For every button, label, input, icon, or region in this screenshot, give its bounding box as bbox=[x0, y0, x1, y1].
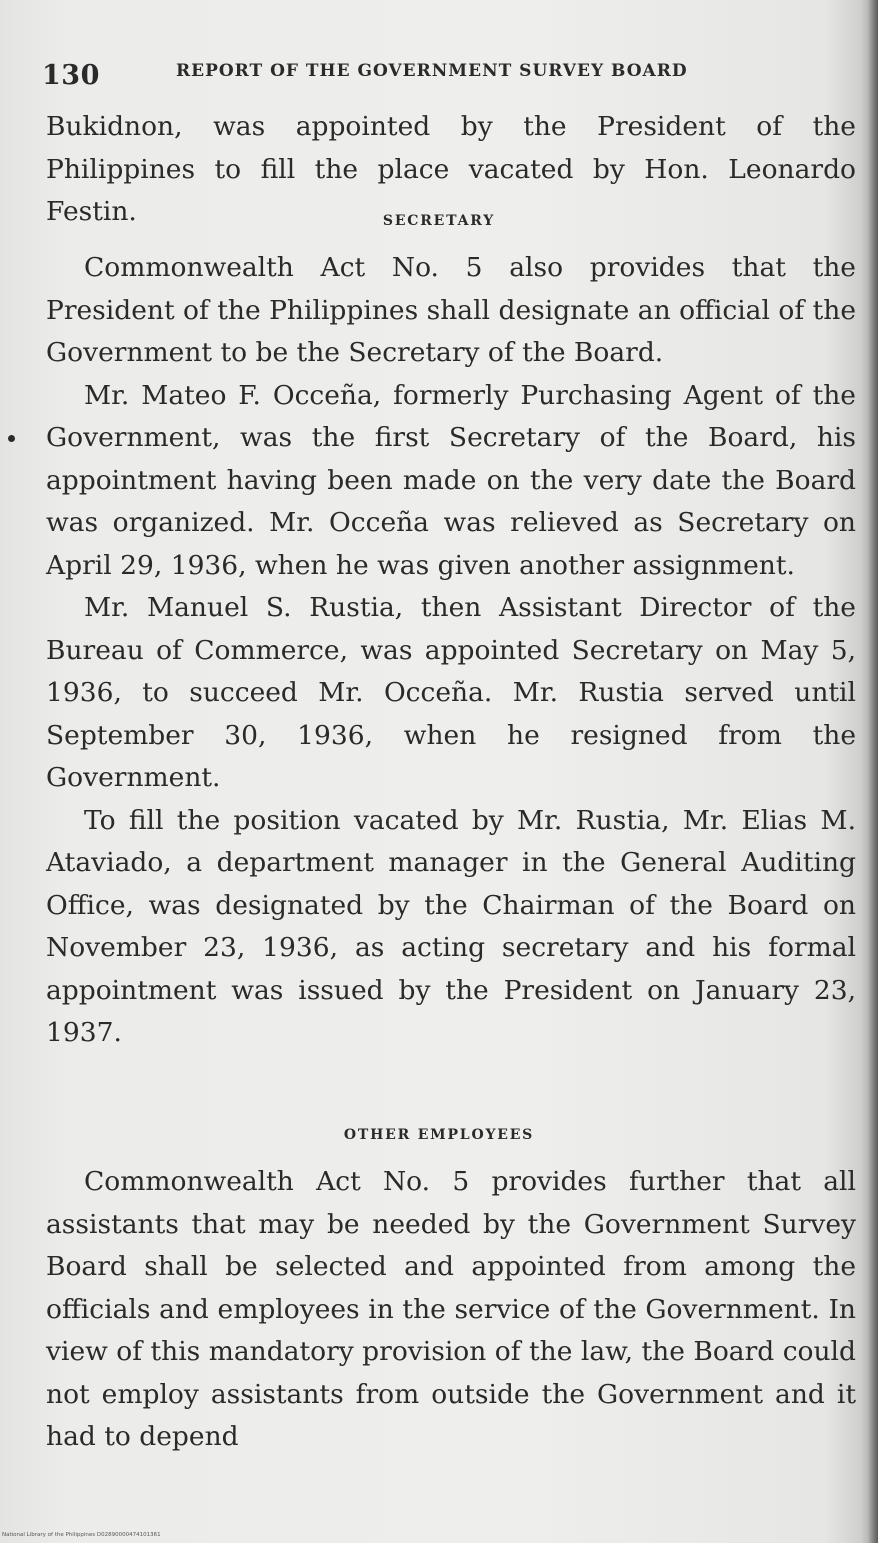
running-head-title: REPORT OF THE GOVERNMENT SURVEY BOARD bbox=[176, 61, 688, 81]
paragraph: Mr. Manuel S. Rustia, then Assistant Director of the Bureau of Commerce, was appointed Secretary on May 5, 1936, to succeed Mr. Occeña. Mr. Rustia served until September 30, 1936, when he resigned from the Government. bbox=[46, 592, 856, 793]
margin-dot-mark bbox=[8, 435, 15, 442]
paragraph: Commonwealth Act No. 5 provides further that all assistants that may be needed by the Government Survey Board shall be selected and appointed from among the officials and employees in the service of the Government. In view of this mandatory provision of the law, the Board could not employ assistants from outside the Government and it had to depend bbox=[46, 1166, 856, 1452]
paragraph: To fill the position vacated by Mr. Rustia, Mr. Elias M. Ataviado, a department manager in the General Auditing Office, was designated by the Chairman of the Board on November 23, 1936, as acting secretary and his formal appointment was issued by the President on January 23, 1937. bbox=[46, 804, 856, 1048]
running-head bbox=[42, 56, 842, 96]
source-stamp: National Library of the Philippines D02890000474101361 bbox=[2, 1532, 161, 1538]
section-heading-other-employees: OTHER EMPLOYEES bbox=[343, 1127, 535, 1143]
other-employees-section-body bbox=[46, 1161, 856, 1459]
page-edge-shadow bbox=[868, 0, 878, 1543]
secretary-section-body bbox=[46, 247, 856, 1055]
page-number: 130 bbox=[42, 60, 100, 91]
paragraph: Commonwealth Act No. 5 also provides that the President of the Philippines shall designate an official of the Government to be the Secretary of the Board. bbox=[46, 252, 856, 368]
section-heading-secretary: SECRETARY bbox=[382, 213, 496, 229]
intro-paragraph: Bukidnon, was appointed by the President of the Philippines to fill the place vacated by Hon. Leonardo Festin. bbox=[46, 111, 856, 227]
paragraph: Mr. Mateo F. Occeña, formerly Purchasing Agent of the Government, was the first Secretary of the Board, his appointment having been made on the very date the Board was organized. Mr. Occeña was relieved as Secretary on April 29, 1936, when he was given another assignment. bbox=[46, 379, 856, 581]
